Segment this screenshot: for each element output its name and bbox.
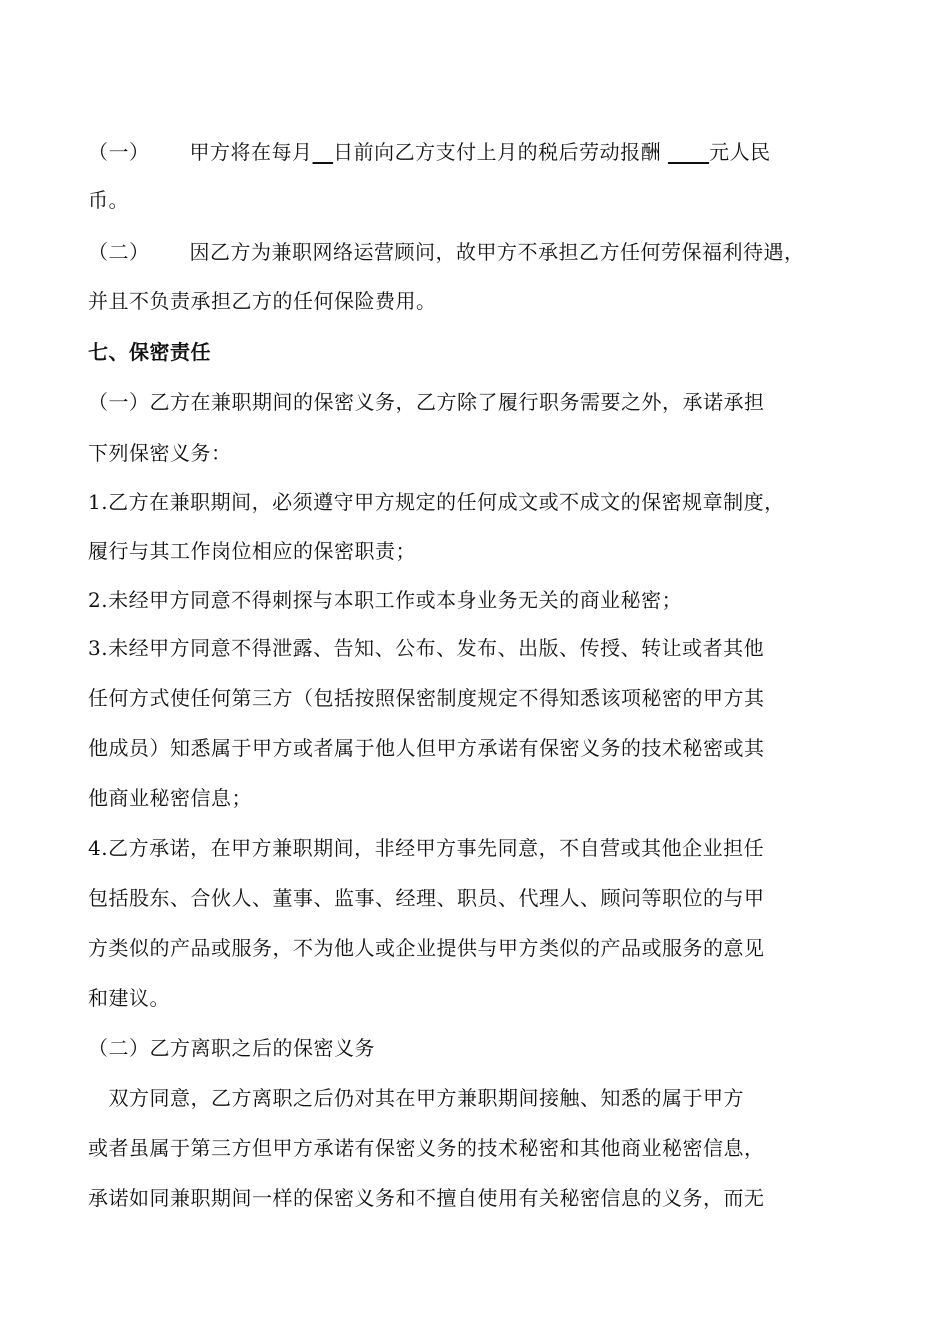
paragraph-continuation: 并且不负责承担乙方的任何保险费用。: [88, 289, 437, 313]
paragraph-line: （一）乙方在兼职期间的保密义务，乙方除了履行职务需要之外，承诺承担: [88, 390, 765, 414]
clause-3-line: 他商业秘密信息；: [88, 786, 252, 810]
clause-4-line: 方类似的产品或服务，不为他人或企业提供与甲方类似的产品或服务的意见: [88, 936, 765, 960]
clause-1-line: 1.乙方在兼职期间，必须遵守甲方规定的任何成文或不成文的保密规章制度，: [88, 490, 785, 514]
paragraph-line: 承诺如同兼职期间一样的保密义务和不擅自使用有关秘密信息的义务，而无: [88, 1186, 765, 1210]
text-segment: 因乙方为兼职网络运营顾问，故甲方不承担乙方任何劳保福利待遇，: [189, 240, 805, 264]
text-segment: 甲方将在每月: [189, 140, 313, 164]
paragraph-line: 下列保密义务：: [88, 441, 232, 465]
clause-4-line: 包括股东、合伙人、董事、监事、经理、职员、代理人、顾问等职位的与甲: [88, 886, 765, 910]
paragraph-line: 或者虽属于第三方但甲方承诺有保密义务的技术秘密和其他商业秘密信息，: [88, 1136, 765, 1160]
clause-2-line: 2.未经甲方同意不得刺探与本职工作或本身业务无关的商业秘密；: [88, 588, 683, 612]
paragraph-line: 双方同意，乙方离职之后仍对其在甲方兼职期间接触、知悉的属于甲方: [88, 1086, 744, 1110]
section-heading: 七、保密责任: [88, 340, 211, 364]
clause-3-line: 他成员）知悉属于甲方或者属于他人但甲方承诺有保密义务的技术秘密或其: [88, 736, 765, 760]
subsection-heading: （二）乙方离职之后的保密义务: [88, 1036, 375, 1060]
paragraph-item-2: [88, 238, 805, 266]
text-segment: 元人民: [709, 140, 771, 164]
clause-4-line: 4.乙方承诺，在甲方兼职期间，非经甲方事先同意，不自营或其他企业担任: [88, 836, 765, 860]
blank-field-day: [313, 140, 334, 164]
item-marker: （二）: [88, 240, 150, 264]
paragraph-continuation: 币。: [88, 188, 129, 212]
text-segment: 日前向乙方支付上月的税后劳动报酬: [333, 140, 668, 164]
item-marker: （一）: [88, 140, 150, 164]
clause-3-line: 3.未经甲方同意不得泄露、告知、公布、发布、出版、传授、转让或者其他: [88, 636, 765, 660]
paragraph-item-1: [88, 138, 771, 166]
clause-4-line: 和建议。: [88, 986, 170, 1010]
clause-1-line: 履行与其工作岗位相应的保密职责；: [88, 539, 416, 563]
blank-field-amount: [668, 140, 709, 164]
clause-3-line: 任何方式使任何第三方（包括按照保密制度规定不得知悉该项秘密的甲方其: [88, 686, 765, 710]
